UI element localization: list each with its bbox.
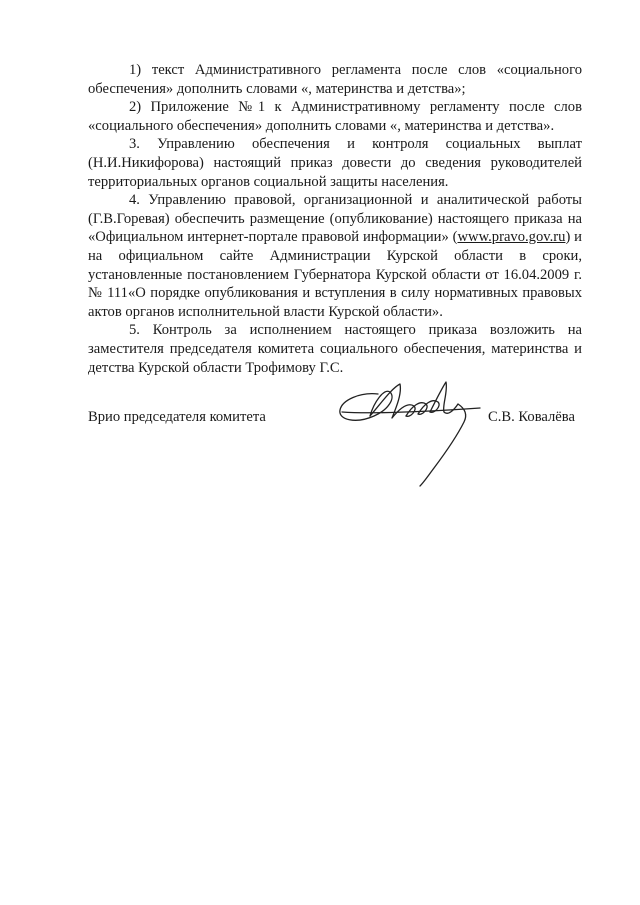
pravo-gov-link[interactable]: www.pravo.gov.ru xyxy=(457,229,566,246)
paragraph-4-before-url: 4. Управлению правовой, организационной и аналитической работы (Г.В.Горевая) обеспечить размещение (опубликование) настоящего приказа на «Официальном интернет-портале правовой информации» ( xyxy=(88,192,582,246)
paragraph-1: 1) текст Административного регламента после слов «социального обеспечения» дополнить словами «, материнства и детства»; xyxy=(88,62,582,97)
paragraph-2: 2) Приложение №1 к Административному регламенту после слов «социального обеспечения» дополнить словами «, материнства и детства». xyxy=(88,99,582,134)
paragraph-4-after-url: ) и на официальном сайте Администрации Курской области в сроки, установленные постановлением Губернатора Курской области от 16.04.2009 г. № 111«О порядке опубликования и вступления в силу нормативных правовых актов органов исполнительной власти Курской области». xyxy=(88,229,582,320)
handwritten-signature xyxy=(330,372,490,492)
paragraph-4 xyxy=(88,191,582,321)
position-title: Врио председателя комитета xyxy=(88,409,266,425)
document-body xyxy=(88,61,582,377)
paragraph-3: 3. Управлению обеспечения и контроля социальных выплат (Н.И.Никифорова) настоящий приказ довести до сведения руководителей территориальных органов социальной защиты населения. xyxy=(88,136,582,190)
paragraph-5: 5. Контроль за исполнением настоящего приказа возложить на заместителя председателя комитета социального обеспечения, материнства и детства Курской области Трофимову Г.С. xyxy=(88,322,582,376)
signer-name: С.В. Ковалёва xyxy=(488,409,575,425)
